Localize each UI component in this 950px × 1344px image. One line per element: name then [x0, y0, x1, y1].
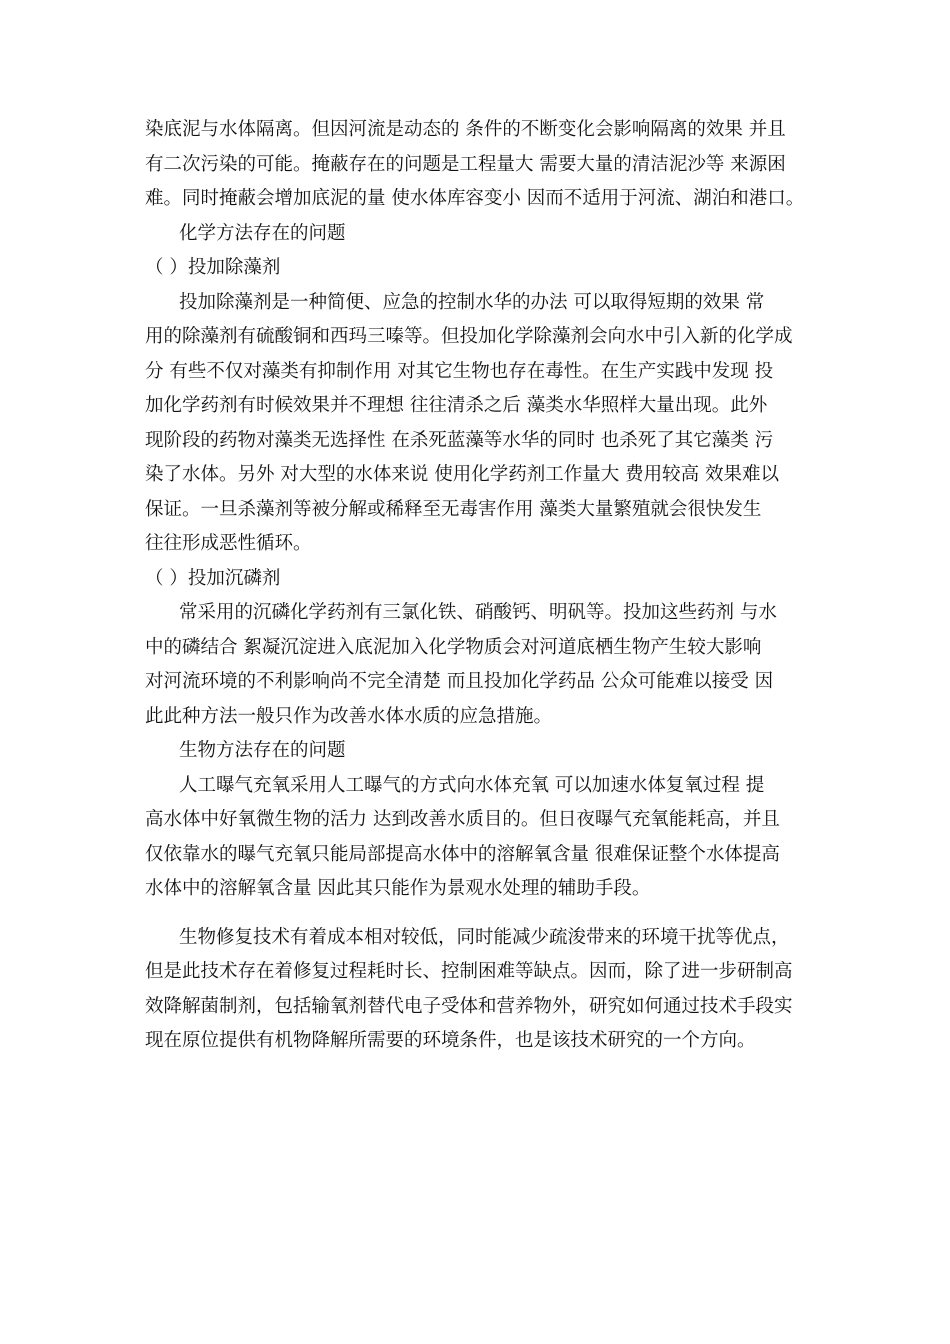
- section-heading-chemical: 化学方法存在的问题: [179, 222, 346, 244]
- text-line: 中的磷结合 絮凝沉淀进入底泥加入化学物质会对河道底栖生物产生较大影响: [145, 636, 762, 658]
- text-line: 往往形成恶性循环。: [145, 533, 312, 554]
- text-line: 分 有些不仅对藻类有抑制作用 对其它生物也存在毒性。在生产实践中发现 投: [145, 360, 774, 382]
- subsection-algicide: （ ）投加除藻剂: [145, 257, 281, 278]
- text-line: 现在原位提供有机物降解所需要的环境条件，也是该技术研究的一个方向。: [145, 1030, 756, 1051]
- text-line: 此此种方法一般只作为改善水体水质的应急措施。: [145, 705, 553, 727]
- text-line: 保证。一旦杀藻剂等被分解或稀释至无毒害作用 藻类大量繁殖就会很快发生: [145, 498, 762, 520]
- text-line: 但是此技术存在着修复过程耗时长、控制困难等缺点。因而，除了进一步研制高: [145, 961, 793, 982]
- paragraph-start: 人工曝气充氧采用人工曝气的方式向水体充氧 可以加速水体复氧过程 提: [179, 774, 765, 796]
- paragraph-start: 生物修复技术有着成本相对较低，同时能减少疏浚带来的环境干扰等优点，: [179, 926, 790, 948]
- text-line: 对河流环境的不利影响尚不完全清楚 而且投加化学药品 公众可能难以接受 因: [145, 671, 774, 692]
- text-line: 用的除藻剂有硫酸铜和西玛三嗪等。但投加化学除藻剂会向水中引入新的化学成: [145, 326, 793, 347]
- text-line: 高水体中好氧微生物的活力 达到改善水质目的。但日夜曝气充氧能耗高，并且: [145, 809, 780, 830]
- text-line: 现阶段的药物对藻类无选择性 在杀死蓝藻等水华的同时 也杀死了其它藻类 污: [145, 429, 774, 451]
- document-body: [145, 113, 810, 1059]
- text-line: 水体中的溶解氧含量 因此其只能作为景观水处理的辅助手段。: [145, 878, 651, 899]
- text-line: 有二次污染的可能。掩蔽存在的问题是工程量大 需要大量的清洁泥沙等 来源困: [145, 153, 786, 175]
- paragraph-gap: [145, 907, 810, 921]
- text-line: 加化学药剂有时候效果并不理想 往往清杀之后 藻类水华照样大量出现。此外: [145, 395, 768, 416]
- text-line: 效降解菌制剂，包括输氧剂替代电子受体和营养物外，研究如何通过技术手段实: [145, 995, 793, 1017]
- paragraph-start: 投加除藻剂是一种简便、应急的控制水华的办法 可以取得短期的效果 常: [179, 291, 765, 313]
- section-heading-biological: 生物方法存在的问题: [179, 740, 346, 761]
- text-line: 染了水体。另外 对大型的水体来说 使用化学药剂工作量大 费用较高 效果难以: [145, 464, 780, 485]
- text-line: 难。同时掩蔽会增加底泥的量 使水体库容变小 因而不适用于河流、湖泊和港口。: [145, 188, 805, 209]
- text-line: 染底泥与水体隔离。但因河流是动态的 条件的不断变化会影响隔离的效果 并且: [145, 119, 786, 140]
- subsection-phosphorus-precipitant: （ ）投加沉磷剂: [145, 567, 281, 589]
- text-line: 仅依靠水的曝气充氧只能局部提高水体中的溶解氧含量 很难保证整个水体提高: [145, 843, 780, 865]
- paragraph-start: 常采用的沉磷化学药剂有三氯化铁、硝酸钙、明矾等。投加这些药剂 与水: [179, 602, 777, 623]
